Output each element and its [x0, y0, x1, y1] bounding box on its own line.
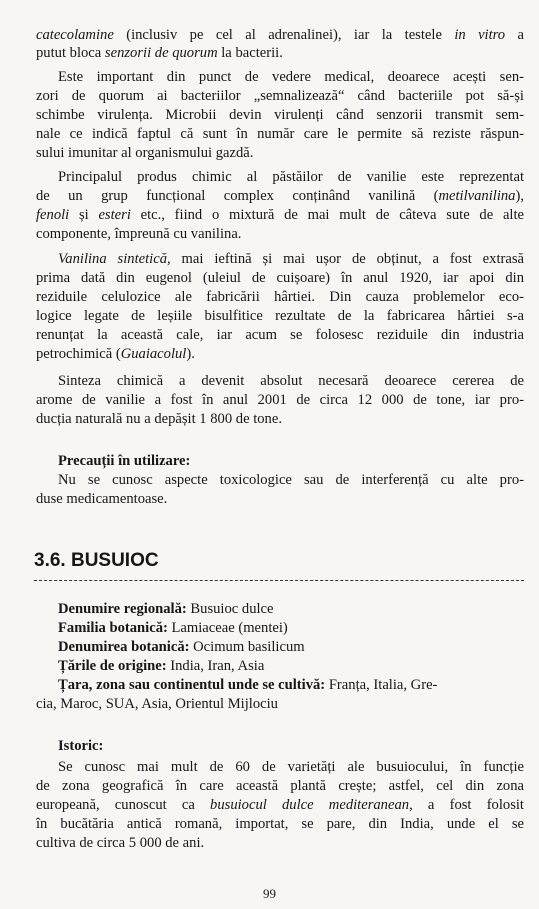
text-line: ducția naturală nu a depășit 1 800 de tone. [36, 411, 282, 427]
text-line: cultiva de circa 5 000 de ani. [36, 835, 205, 851]
text-line: putut bloca senzorii de quorum la bacterii. [36, 45, 283, 61]
text-line: schimbe virulența. Microbii devin virulenți când senzorii transmit sem- [36, 107, 524, 123]
field-value: Busuioc dulce [186, 601, 274, 617]
field-value: Ocimum basilicum [189, 639, 305, 655]
field-label: Denumirea botanică: [58, 639, 190, 655]
field-line [58, 657, 524, 675]
text-line: în bucătăria antică romană, importat, se pare, din India, unde el se [36, 816, 524, 832]
text-line: prima dată din eugenol (uleiul de cuișoare) în anul 1920, iar apoi din [36, 270, 524, 286]
text-line: sului imunitar al organismului gazdă. [36, 145, 254, 161]
text-line: zori de quorum ai bacteriilor „semnalizează“ când bacteriile pot să-și [36, 88, 524, 104]
field-line [58, 638, 524, 656]
text-line: cia, Maroc, SUA, Asia, Orientul Mijlociu [36, 696, 278, 712]
text-line: petrochimică (Guaiacolul). [36, 346, 195, 362]
field-label: Țările de origine: [58, 658, 167, 674]
section-heading: 3.6. BUSUIOC [34, 550, 159, 571]
field-value: India, Iran, Asia [166, 658, 265, 674]
text-line: componente, împreună cu vanilina. [36, 226, 242, 242]
section-divider [34, 580, 524, 581]
field-label: Denumire regională: [58, 601, 187, 617]
subheading-history: Istoric: [58, 738, 104, 754]
field-line [58, 676, 524, 694]
text-line: reziduile celulozice ale fabricării hârtiei. Din cauza problemelor eco- [36, 289, 524, 305]
field-value: Franța, Italia, Gre- [325, 677, 438, 693]
field-line [58, 600, 524, 618]
field-value: Lamiaceae (mentei) [167, 620, 288, 636]
field-line [58, 619, 524, 637]
text-line: Sinteza chimică a devenit absolut necesară deoarece cererea de [58, 373, 524, 389]
text-line: duse medicamentoase. [36, 491, 168, 507]
subheading-precautions: Precauții în utilizare: [58, 453, 191, 469]
field-label: Familia botanică: [58, 620, 168, 636]
text-line: Vanilina sintetică, mai ieftină și mai ușor de obținut, a fost extrasă [58, 251, 524, 267]
text-line: europeană, cunoscut ca busuiocul dulce mediteranean, a fost folosit [36, 797, 524, 813]
text-line: catecolamine (inclusiv pe cel al adrenalinei), iar la testele in vitro a [36, 27, 524, 43]
text-line: fenoli și esteri etc., fiind o mixtură de mai mult de câteva sute de alte [36, 207, 524, 223]
text-line: Principalul produs chimic al păstăilor de vanilie este reprezentat [58, 169, 524, 185]
text-line: Nu se cunosc aspecte toxicologice sau de interferență cu alte pro- [58, 472, 524, 488]
page-number: 99 [263, 886, 276, 901]
text-line: nale ce indică faptul că sunt în număr care le permite să reziste răspun- [36, 126, 524, 142]
text-line: logice legate de leșiile bisulfitice rezultate de la fabricarea hârtiei s-a [36, 308, 524, 324]
text-line: Este important din punct de vedere medical, deoarece acești sen- [58, 69, 524, 85]
text-line: de un grup funcțional complex conținând vanilină (metilvanilina), [36, 188, 524, 204]
text-line: Se cunosc mai mult de 60 de varietăți ale busuiocului, în funcție [58, 759, 524, 775]
text-line: renunțat la această cale, iar acum se folosesc reziduile din industria [36, 327, 524, 343]
text-line: de zona geografică în care această plantă crește; astfel, cel din zona [36, 778, 524, 794]
text-line: arome de vanilie a fost în anul 2001 de circa 12 000 de tone, iar pro- [36, 392, 524, 408]
field-label: Țara, zona sau continentul unde se cultivă: [58, 677, 326, 693]
